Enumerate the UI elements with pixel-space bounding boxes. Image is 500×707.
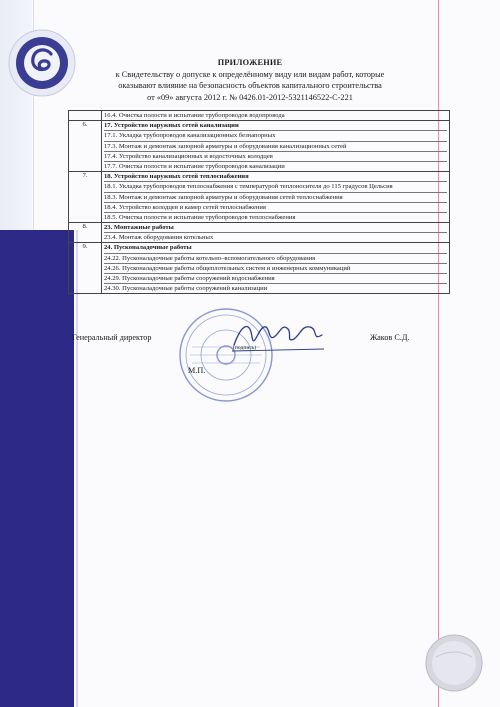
work-list-cell [102, 121, 450, 172]
work-item: 18.3. Монтаж и демонтаж запорной арматуры и оборудования сетей теплоснабжения [104, 193, 447, 203]
work-item: 17.7. Очистка полости и испытание трубопроводов канализации [104, 162, 285, 170]
navy-side-strip [0, 230, 74, 707]
table-row [69, 223, 450, 243]
work-item: 24.22. Пусконаладочные работы котельно–вспомогательного оборудования [104, 254, 447, 264]
navy-strip-edge [76, 230, 78, 707]
work-item: 24.30. Пусконаладочные работы сооружений канализации [104, 285, 268, 293]
row-number-cell: 7. [69, 172, 102, 223]
work-item: 23.4. Монтаж оборудования котельных [104, 234, 214, 242]
work-item: 16.4. Очистка полости и испытание трубопроводов водопровода [104, 112, 285, 119]
work-item: 17.1. Укладка трубопроводов канализационных безнапорных [104, 131, 447, 141]
work-list-cell [102, 223, 450, 243]
signatory-position: Генеральный директор [72, 333, 152, 342]
header-line-3: от «09» августа 2012 г. № 0426.01-2012-5321146522-С-221 [147, 92, 353, 102]
work-list-cell [102, 172, 450, 223]
header-title: ПРИЛОЖЕНИЕ [217, 58, 283, 67]
table-row [69, 243, 450, 294]
signatory-name: Жаков С.Д. [370, 333, 410, 342]
logo-emblem-icon [7, 28, 77, 98]
signature-caption: (подпись) [233, 345, 257, 351]
table-row [69, 121, 450, 172]
header-line-2: оказывают влияние на безопасность объектов капитального строительства [118, 81, 382, 91]
row-number-cell: 8. [69, 223, 102, 243]
work-item: 17.4. Устройство канализационных и водосточных колодцев [104, 152, 447, 162]
work-group-heading: 23. Монтажные работы [104, 223, 447, 233]
work-item: 18.1. Укладка трубопроводов теплоснабжения с температурой теплоносителя до 115 градусов Цельсия [104, 182, 447, 192]
work-group-heading: 17. Устройство наружных сетей канализации [104, 121, 447, 131]
work-list-cell [102, 243, 450, 294]
row-number-cell: 9. [69, 243, 102, 294]
table-row [69, 111, 450, 121]
work-item: 18.4. Устройство колодцев и камер сетей теплоснабжения [104, 203, 447, 213]
work-list-cell [102, 111, 450, 121]
red-margin-line [438, 0, 439, 707]
work-group-heading: 18. Устройство наружных сетей теплоснабжения [104, 172, 447, 182]
header-line-1: к Свидетельству о допуске к определённому виду или видам работ, которые [115, 69, 385, 79]
document-header [90, 57, 410, 103]
table-row [69, 172, 450, 223]
work-group-heading: 24. Пусконаладочные работы [104, 243, 447, 253]
handwritten-signature-icon [228, 315, 328, 355]
work-item: 18.5. Очистка полости и испытание трубопроводов теплоснабжения [104, 213, 296, 221]
work-item: 17.3. Монтаж и демонтаж запорной арматуры и оборудования канализационных сетей [104, 142, 447, 152]
hologram-circle-icon [424, 633, 484, 693]
work-item: 24.29. Пусконаладочные работы сооружений водоснабжения [104, 274, 447, 284]
row-number-cell [69, 111, 102, 121]
works-table [68, 110, 450, 294]
row-number-cell: 6. [69, 121, 102, 172]
seal-label: М.П. [188, 366, 206, 375]
work-item: 24.26. Пусконаладочные работы общеплотельных систем и инженерных коммуникаций [104, 264, 447, 274]
